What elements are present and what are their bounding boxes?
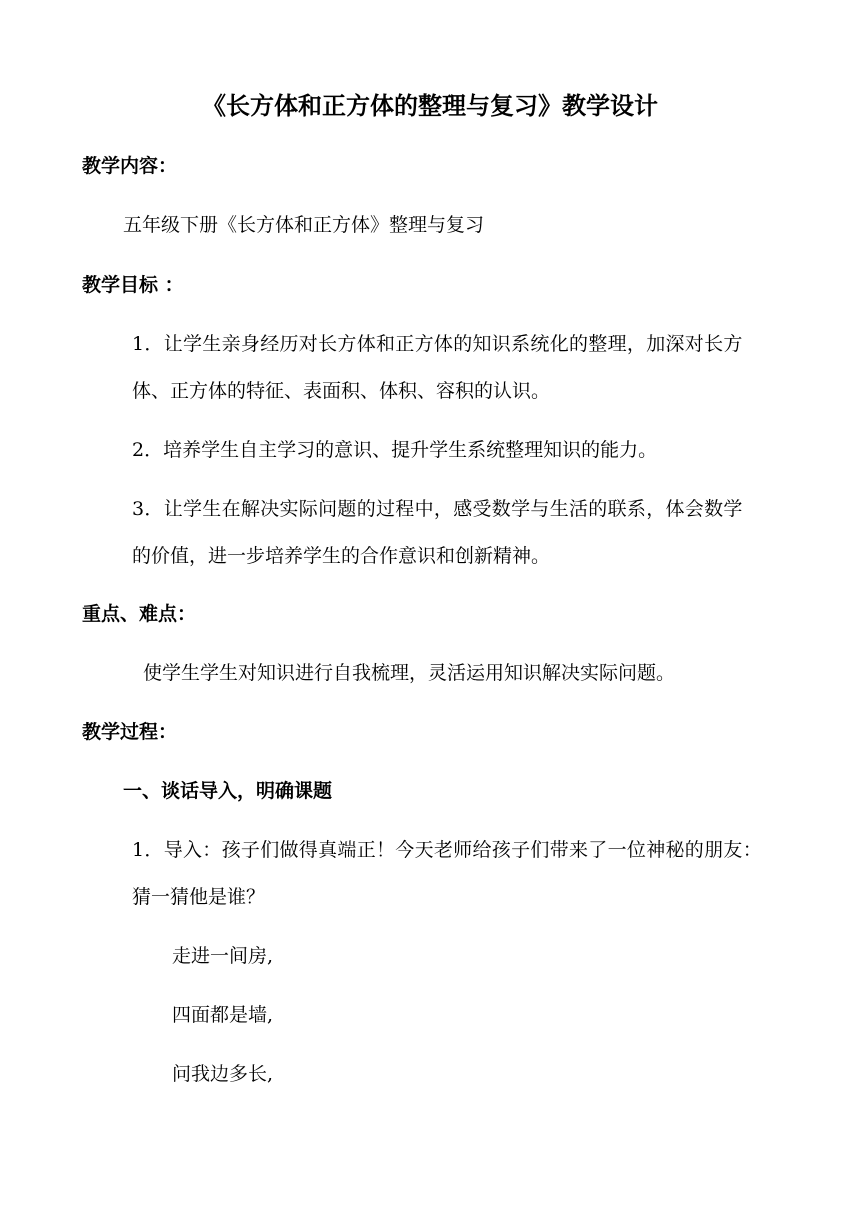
intro-line-2: 猜一猜他是谁？ xyxy=(132,886,266,908)
intro-line-1: 1．导入：孩子们做得真端正！今天老师给孩子们带来了一位神秘的朋友： xyxy=(132,839,762,861)
riddle-line: 四面都是墙, xyxy=(172,1004,274,1026)
section-1-heading: 一、谈话导入，明确课题 xyxy=(123,780,333,802)
goal-1-line-1: 1．让学生亲身经历对长方体和正方体的知识系统化的整理，加深对长方 xyxy=(132,333,743,355)
document-title: 《长方体和正方体的整理与复习》教学设计 xyxy=(202,91,658,120)
goal-3-line-1: 3．让学生在解决实际问题的过程中，感受数学与生活的联系，体会数学 xyxy=(132,498,743,520)
goal-2: 2．培养学生自主学习的意识、提升学生系统整理知识的能力。 xyxy=(132,439,658,461)
content-text: 五年级下册《长方体和正方体》整理与复习 xyxy=(123,214,485,236)
process-heading: 教学过程： xyxy=(82,721,178,743)
riddle-line: 走进一间房, xyxy=(172,945,274,967)
content-heading: 教学内容： xyxy=(82,155,178,177)
goal-1-line-2: 体、正方体的特征、表面积、体积、容积的认识。 xyxy=(132,380,551,402)
key-heading: 重点、难点： xyxy=(82,603,197,625)
goals-heading: 教学目标 ： xyxy=(82,274,184,296)
goal-3-line-2: 的价值，进一步培养学生的合作意识和创新精神。 xyxy=(132,545,551,567)
riddle-line: 问我边多长, xyxy=(172,1063,274,1085)
key-text: 使学生学生对知识进行自我梳理，灵活运用知识解决实际问题。 xyxy=(143,662,676,684)
